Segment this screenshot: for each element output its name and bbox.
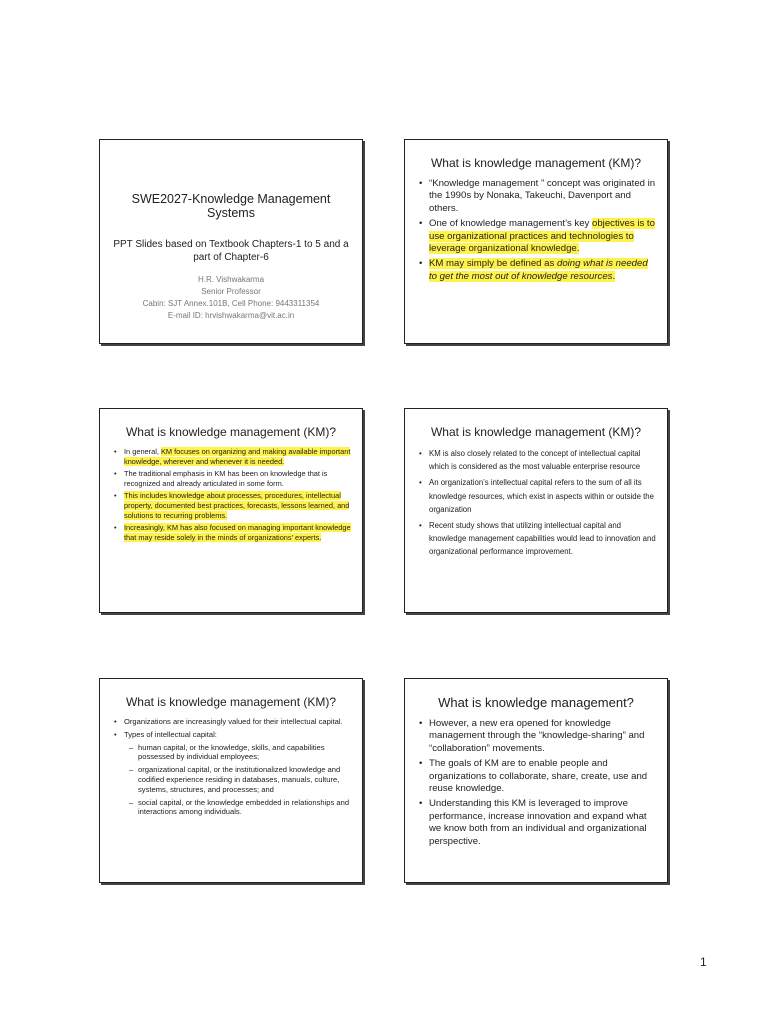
list-item: • However, a new era opened for knowledge management through the “knowledge-sharing” and “collaboration” movements. bbox=[429, 718, 657, 755]
slide-1-title bbox=[99, 139, 363, 344]
highlighted-italic-text: doing what is needed to get the most out of knowledge resources bbox=[429, 258, 648, 282]
bullet-list bbox=[405, 178, 667, 283]
list-item bbox=[124, 491, 352, 520]
list-item: • The goals of KM are to enable people and organizations to collaborate, share, create, use and reuse knowledge. bbox=[429, 758, 657, 795]
list-item: • The traditional emphasis in KM has been on knowledge that is recognized and already articulated in some form. bbox=[124, 469, 352, 488]
list-item: • An organization’s intellectual capital refers to the sum of all its knowledge resources, which exist in aspects within or outside the organization bbox=[429, 476, 657, 516]
slide-heading: What is knowledge management (KM)? bbox=[430, 156, 642, 170]
list-item: • KM may simply be defined as doing what is needed to get the most out of knowledge resources. bbox=[429, 258, 657, 283]
author-name: H.R. Vishwakarma bbox=[197, 275, 265, 284]
highlighted-text: This includes knowledge about processes, procedures, intellectual property, documented best practices, forecasts, lessons learned, and solutions to recurring problems. bbox=[124, 491, 350, 520]
author-info bbox=[100, 274, 362, 322]
list-item: • KM is also closely related to the concept of intellectual capital which is considered as the most valuable enterprise resource bbox=[429, 447, 657, 473]
list-item: • In general, KM focuses on organizing and making available important knowledge, wherever and whenever it is needed. bbox=[124, 447, 352, 466]
highlighted-text: KM may simply be defined as bbox=[429, 258, 557, 270]
bullet-list bbox=[405, 447, 667, 559]
list-item: • Organizations are increasingly valued for their intellectual capital. bbox=[124, 717, 352, 727]
deck-subtitle: PPT Slides based on Textbook Chapters-1 to 5 and a part of Chapter-6 bbox=[113, 239, 349, 263]
slide-2 bbox=[404, 139, 668, 344]
author-email: E-mail ID: hrvishwakarma@vit.ac.in bbox=[167, 311, 295, 320]
list-item: • “Knowledge management ” concept was originated in the 1990s by Nonaka, Takeuchi, Davenport and others. bbox=[429, 178, 657, 215]
slide-heading: What is knowledge management (KM)? bbox=[125, 425, 337, 439]
slide-4 bbox=[404, 408, 668, 613]
author-role: Senior Professor bbox=[201, 287, 261, 296]
page-number: 1 bbox=[700, 955, 707, 969]
list-item bbox=[124, 523, 352, 542]
sub-list-item: – social capital, or the knowledge embedded in relationships and interactions among individuals. bbox=[138, 798, 352, 818]
bullet-list bbox=[100, 447, 362, 542]
author-contact: Cabin: SJT Annex.101B, Cell Phone: 9443311354 bbox=[142, 299, 320, 308]
bullet-list bbox=[405, 718, 667, 848]
slide-6 bbox=[404, 678, 668, 883]
slide-heading: What is knowledge management (KM)? bbox=[430, 425, 642, 439]
slide-heading: What is knowledge management? bbox=[438, 695, 634, 710]
highlighted-text: Increasingly, KM has also focused on managing important knowledge that may reside solely in the minds of organizations’ experts. bbox=[124, 523, 351, 542]
highlighted-text: objectives is to use organizational practices and technologies to leverage organizational knowledge. bbox=[429, 218, 655, 255]
deck-title: SWE2027-Knowledge Management Systems bbox=[131, 192, 331, 220]
slide-3 bbox=[99, 408, 363, 613]
highlighted-text: KM focuses on organizing and making available important knowledge, wherever and whenever it is needed. bbox=[124, 447, 351, 466]
list-item: • Recent study shows that utilizing intellectual capital and knowledge management capabilities would lead to innovation and organizational performance improvement. bbox=[429, 519, 657, 559]
list-item: • Understanding this KM is leveraged to improve performance, increase innovation and expand what we know both from an individual and organizational perspective. bbox=[429, 798, 657, 848]
sub-list-item: – human capital, or the knowledge, skills, and capabilities possessed by individual employees; bbox=[138, 743, 352, 763]
slide-heading: What is knowledge management (KM)? bbox=[125, 695, 337, 709]
bullet-list bbox=[100, 717, 362, 817]
slide-5 bbox=[99, 678, 363, 883]
list-item: • Types of intellectual capital: bbox=[124, 730, 352, 740]
sub-list-item: – organizational capital, or the institutionalized knowledge and codified experience residing in databases, manuals, culture, systems, structures, and processes; and bbox=[138, 765, 352, 794]
list-item: • One of knowledge management’s key objectives is to use organizational practices and technologies to leverage organizational knowledge. bbox=[429, 218, 657, 255]
